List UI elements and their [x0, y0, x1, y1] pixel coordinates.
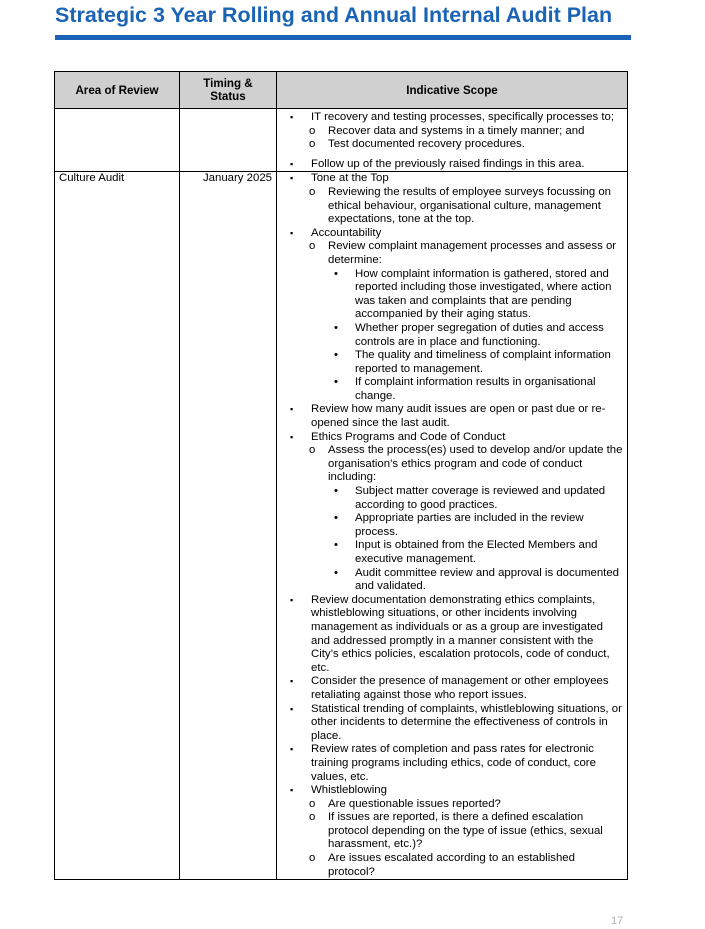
continuation-area-cell — [55, 109, 180, 172]
header-indicative-scope: Indicative Scope — [277, 72, 628, 109]
dot-bullet-icon: • — [334, 512, 338, 525]
audit-plan-table — [54, 71, 628, 880]
square-bullet-icon: ▪ — [290, 676, 294, 687]
scope-item-level-3 — [281, 512, 623, 539]
circle-bullet-icon: o — [309, 811, 316, 824]
scope-item-level-1 — [281, 227, 623, 241]
dot-bullet-icon: • — [334, 485, 338, 498]
dot-bullet-icon: • — [334, 267, 338, 280]
scope-item-text: Recover data and systems in a timely manner; and — [328, 124, 585, 137]
scope-item-text: Assess the process(es) used to develop and/or update the organisation’s ethics program and code of conduct including: — [328, 444, 623, 484]
scope-item-level-2 — [281, 125, 623, 139]
scope-item-text: Follow up of the previously raised findings in this area. — [311, 157, 585, 170]
dot-bullet-icon: • — [334, 321, 338, 334]
scope-item-level-2 — [281, 444, 623, 485]
circle-bullet-icon: o — [309, 444, 316, 457]
scope-item-level-2 — [281, 811, 623, 852]
scope-item-level-2 — [281, 240, 623, 267]
square-bullet-icon: ▪ — [290, 431, 294, 442]
scope-item-text: If complaint information results in organisational change. — [355, 376, 596, 402]
scope-item-text: Input is obtained from the Elected Members and executive management. — [355, 539, 598, 565]
scope-item-level-3 — [281, 376, 623, 403]
scope-item-level-3 — [281, 485, 623, 512]
scope-item-text: Ethics Programs and Code of Conduct — [311, 430, 506, 443]
scope-item-level-1 — [281, 743, 623, 784]
header-timing-line2: Status — [210, 90, 246, 103]
square-bullet-icon: ▪ — [290, 158, 294, 169]
square-bullet-icon: ▪ — [290, 112, 294, 122]
scope-item-level-3 — [281, 349, 623, 376]
circle-bullet-icon: o — [309, 124, 316, 137]
scope-item-level-2 — [281, 852, 623, 879]
continuation-timing-cell — [180, 109, 277, 172]
scope-item-text: IT recovery and testing processes, specifically processes to; — [311, 111, 615, 123]
scope-item-level-1 — [281, 403, 623, 430]
culture-area-cell: Culture Audit — [55, 172, 180, 880]
culture-scope-cell — [277, 172, 628, 880]
scope-item-text: Reviewing the results of employee surveys focussing on ethical behaviour, organisational culture, management expectations, tone at the top. — [328, 185, 612, 226]
scope-item-text: Statistical trending of complaints, whistleblowing situations, or other incidents to determine the effectiveness of controls in place. — [311, 702, 622, 742]
culture-timing-cell: January 2025 — [180, 172, 277, 880]
dot-bullet-icon: • — [334, 566, 338, 579]
scope-item-level-3 — [281, 322, 623, 349]
scope-item-level-2 — [281, 798, 623, 812]
circle-bullet-icon: o — [309, 797, 316, 810]
scope-item-text: Consider the presence of management or other employees retaliating against those who report issues. — [311, 675, 609, 701]
circle-bullet-icon: o — [309, 138, 316, 151]
square-bullet-icon: ▪ — [290, 785, 294, 796]
scope-item-level-3 — [281, 567, 623, 594]
scope-item-level-1 — [281, 594, 623, 676]
scope-item-level-1 — [281, 431, 623, 445]
scope-item-text: Subject matter coverage is reviewed and updated according to good practices. — [355, 485, 606, 511]
table-row-continuation — [55, 109, 628, 172]
scope-item-text: Review rates of completion and pass rates for electronic training programs including ethics, code of conduct, core values, etc. — [311, 743, 596, 783]
page-number: 17 — [611, 915, 624, 927]
scope-item-level-1 — [281, 703, 623, 744]
scope-item-level-1 — [281, 111, 623, 125]
scope-item-text: Audit committee review and approval is documented and validated. — [355, 566, 620, 593]
header-timing-status — [180, 72, 277, 109]
scope-item-level-1 — [281, 784, 623, 798]
scope-item-level-2 — [281, 186, 623, 227]
square-bullet-icon: ▪ — [290, 594, 294, 605]
scope-item-text: Accountability — [311, 226, 382, 239]
scope-item-text: Whether proper segregation of duties and access controls are in place and functioning. — [355, 321, 604, 348]
square-bullet-icon: ▪ — [290, 744, 294, 755]
square-bullet-icon: ▪ — [290, 404, 294, 415]
continuation-scope-list — [281, 111, 623, 171]
scope-item-level-1 — [281, 675, 623, 702]
scope-item-level-1 — [281, 158, 623, 172]
scope-item-text: Whistleblowing — [311, 784, 387, 797]
page-title: Strategic 3 Year Rolling and Annual Internal Audit Plan — [55, 3, 613, 27]
scope-item-text: Review how many audit issues are open or past due or re-opened since the last audit. — [311, 403, 606, 430]
culture-scope-list — [281, 172, 623, 879]
scope-item-level-3 — [281, 268, 623, 322]
continuation-scope-cell — [277, 109, 628, 172]
table-header-row — [55, 72, 628, 109]
scope-item-level-1 — [281, 172, 623, 186]
header-area-of-review: Area of Review — [55, 72, 180, 109]
scope-item-level-2 — [281, 138, 623, 152]
scope-item-text: How complaint information is gathered, stored and reported including those investigated, where action was taken and complaints that are pending accompanied by their aging status. — [355, 267, 612, 321]
scope-item-text: Are questionable issues reported? — [328, 797, 501, 810]
square-bullet-icon: ▪ — [290, 173, 294, 184]
scope-item-text: The quality and timeliness of complaint information reported to management. — [355, 349, 611, 375]
scope-item-text: Review complaint management processes and assess or determine: — [328, 240, 617, 266]
header-timing-line1: Timing & — [203, 77, 253, 90]
scope-item-text: Test documented recovery procedures. — [328, 138, 525, 151]
scope-item-text: Appropriate parties are included in the review process. — [355, 512, 584, 538]
circle-bullet-icon: o — [309, 240, 316, 253]
square-bullet-icon: ▪ — [290, 703, 294, 714]
scope-item-level-3 — [281, 539, 623, 566]
dot-bullet-icon: • — [334, 349, 338, 362]
scope-item-text: Review documentation demonstrating ethics complaints, whistleblowing situations, or other incidents involving management as individuals or as a group are investigated and addressed promptly in a manner consistent with the City’s ethics policies, escalation protocols, code of conduct, etc. — [311, 593, 610, 674]
dot-bullet-icon: • — [334, 376, 338, 389]
square-bullet-icon: ▪ — [290, 227, 294, 238]
scope-item-text: If issues are reported, is there a defined escalation protocol depending on the type of issue (ethics, sexual harassment, etc.)? — [328, 811, 603, 851]
dot-bullet-icon: • — [334, 539, 338, 552]
title-rule — [55, 35, 631, 40]
circle-bullet-icon: o — [309, 852, 316, 865]
scope-item-text: Are issues escalated according to an established protocol? — [328, 852, 575, 878]
scope-item-text: Tone at the Top — [311, 172, 389, 185]
circle-bullet-icon: o — [309, 185, 316, 198]
table-row-culture-audit — [55, 172, 628, 880]
